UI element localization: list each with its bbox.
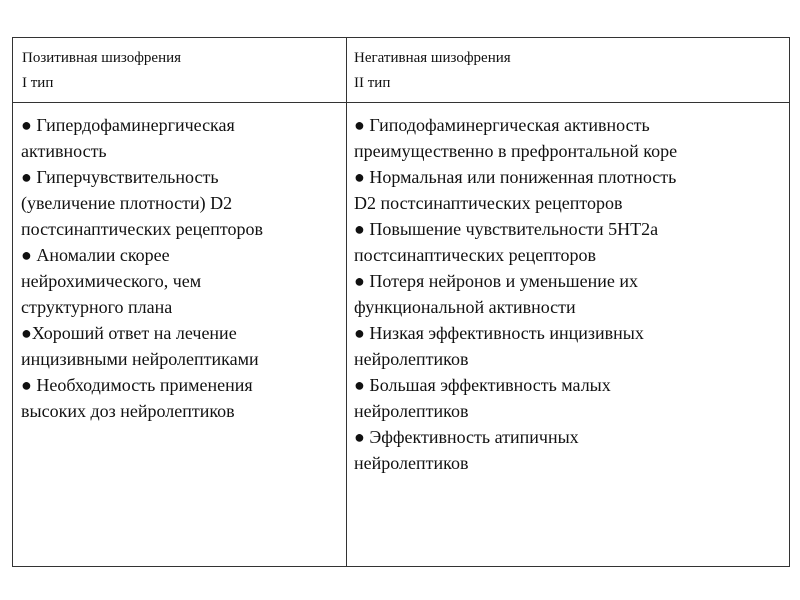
list-item bbox=[354, 320, 786, 372]
list-item bbox=[354, 164, 786, 216]
right-column-header bbox=[354, 46, 784, 96]
item-line: активность bbox=[21, 141, 107, 161]
list-item bbox=[21, 320, 343, 372]
list-item bbox=[21, 164, 343, 242]
item-line: ● Гиперчувствительность bbox=[21, 167, 219, 187]
left-header-type: I тип bbox=[22, 75, 54, 91]
left-column-body bbox=[21, 112, 343, 424]
item-line: высоких доз нейролептиков bbox=[21, 401, 235, 421]
item-line: нейролептиков bbox=[354, 401, 469, 421]
item-line: ● Необходимость применения bbox=[21, 375, 253, 395]
item-line: нейролептиков bbox=[354, 453, 469, 473]
item-line: ● Низкая эффективность инцизивных bbox=[354, 323, 644, 343]
right-column-body bbox=[354, 112, 786, 476]
right-item-list bbox=[354, 112, 786, 476]
item-line: ●Хороший ответ на лечение bbox=[21, 323, 237, 343]
list-item bbox=[354, 112, 786, 164]
item-line: ● Аномалии скорее bbox=[21, 245, 170, 265]
item-line: нейрохимического, чем bbox=[21, 271, 202, 291]
item-line: структурного плана bbox=[21, 297, 173, 317]
item-line: ● Гипердофаминергическая bbox=[21, 115, 235, 135]
item-line: ● Нормальная или пониженная плотность bbox=[354, 167, 677, 187]
item-line: преимущественно в префронтальной коре bbox=[354, 141, 678, 161]
list-item bbox=[354, 424, 786, 476]
item-line: функциональной активности bbox=[354, 297, 576, 317]
item-line: ● Большая эффективность малых bbox=[354, 375, 611, 395]
left-item-list bbox=[21, 112, 343, 424]
item-line: инцизивными нейролептиками bbox=[21, 349, 259, 369]
header-divider bbox=[13, 102, 789, 103]
item-line: D2 постсинаптических рецепторов bbox=[354, 193, 623, 213]
left-header-title: Позитивная шизофрения bbox=[22, 50, 182, 66]
left-column-header bbox=[22, 46, 342, 96]
right-header-type: II тип bbox=[354, 75, 391, 91]
item-line: ● Эффективность атипичных bbox=[354, 427, 579, 447]
list-item bbox=[21, 242, 343, 320]
column-divider bbox=[346, 38, 347, 566]
right-header-title: Негативная шизофрения bbox=[354, 50, 511, 66]
list-item bbox=[354, 372, 786, 424]
item-line: ● Повышение чувствительности 5HT2a bbox=[354, 219, 659, 239]
item-line: ● Потеря нейронов и уменьшение их bbox=[354, 271, 639, 291]
item-line: постсинаптических рецепторов bbox=[354, 245, 597, 265]
list-item bbox=[21, 112, 343, 164]
item-line: нейролептиков bbox=[354, 349, 469, 369]
item-line: (увеличение плотности) D2 bbox=[21, 193, 233, 213]
list-item bbox=[354, 268, 786, 320]
comparison-table bbox=[12, 37, 790, 567]
list-item bbox=[354, 216, 786, 268]
list-item bbox=[21, 372, 343, 424]
item-line: постсинаптических рецепторов bbox=[21, 219, 264, 239]
item-line: ● Гиподофаминергическая активность bbox=[354, 115, 650, 135]
